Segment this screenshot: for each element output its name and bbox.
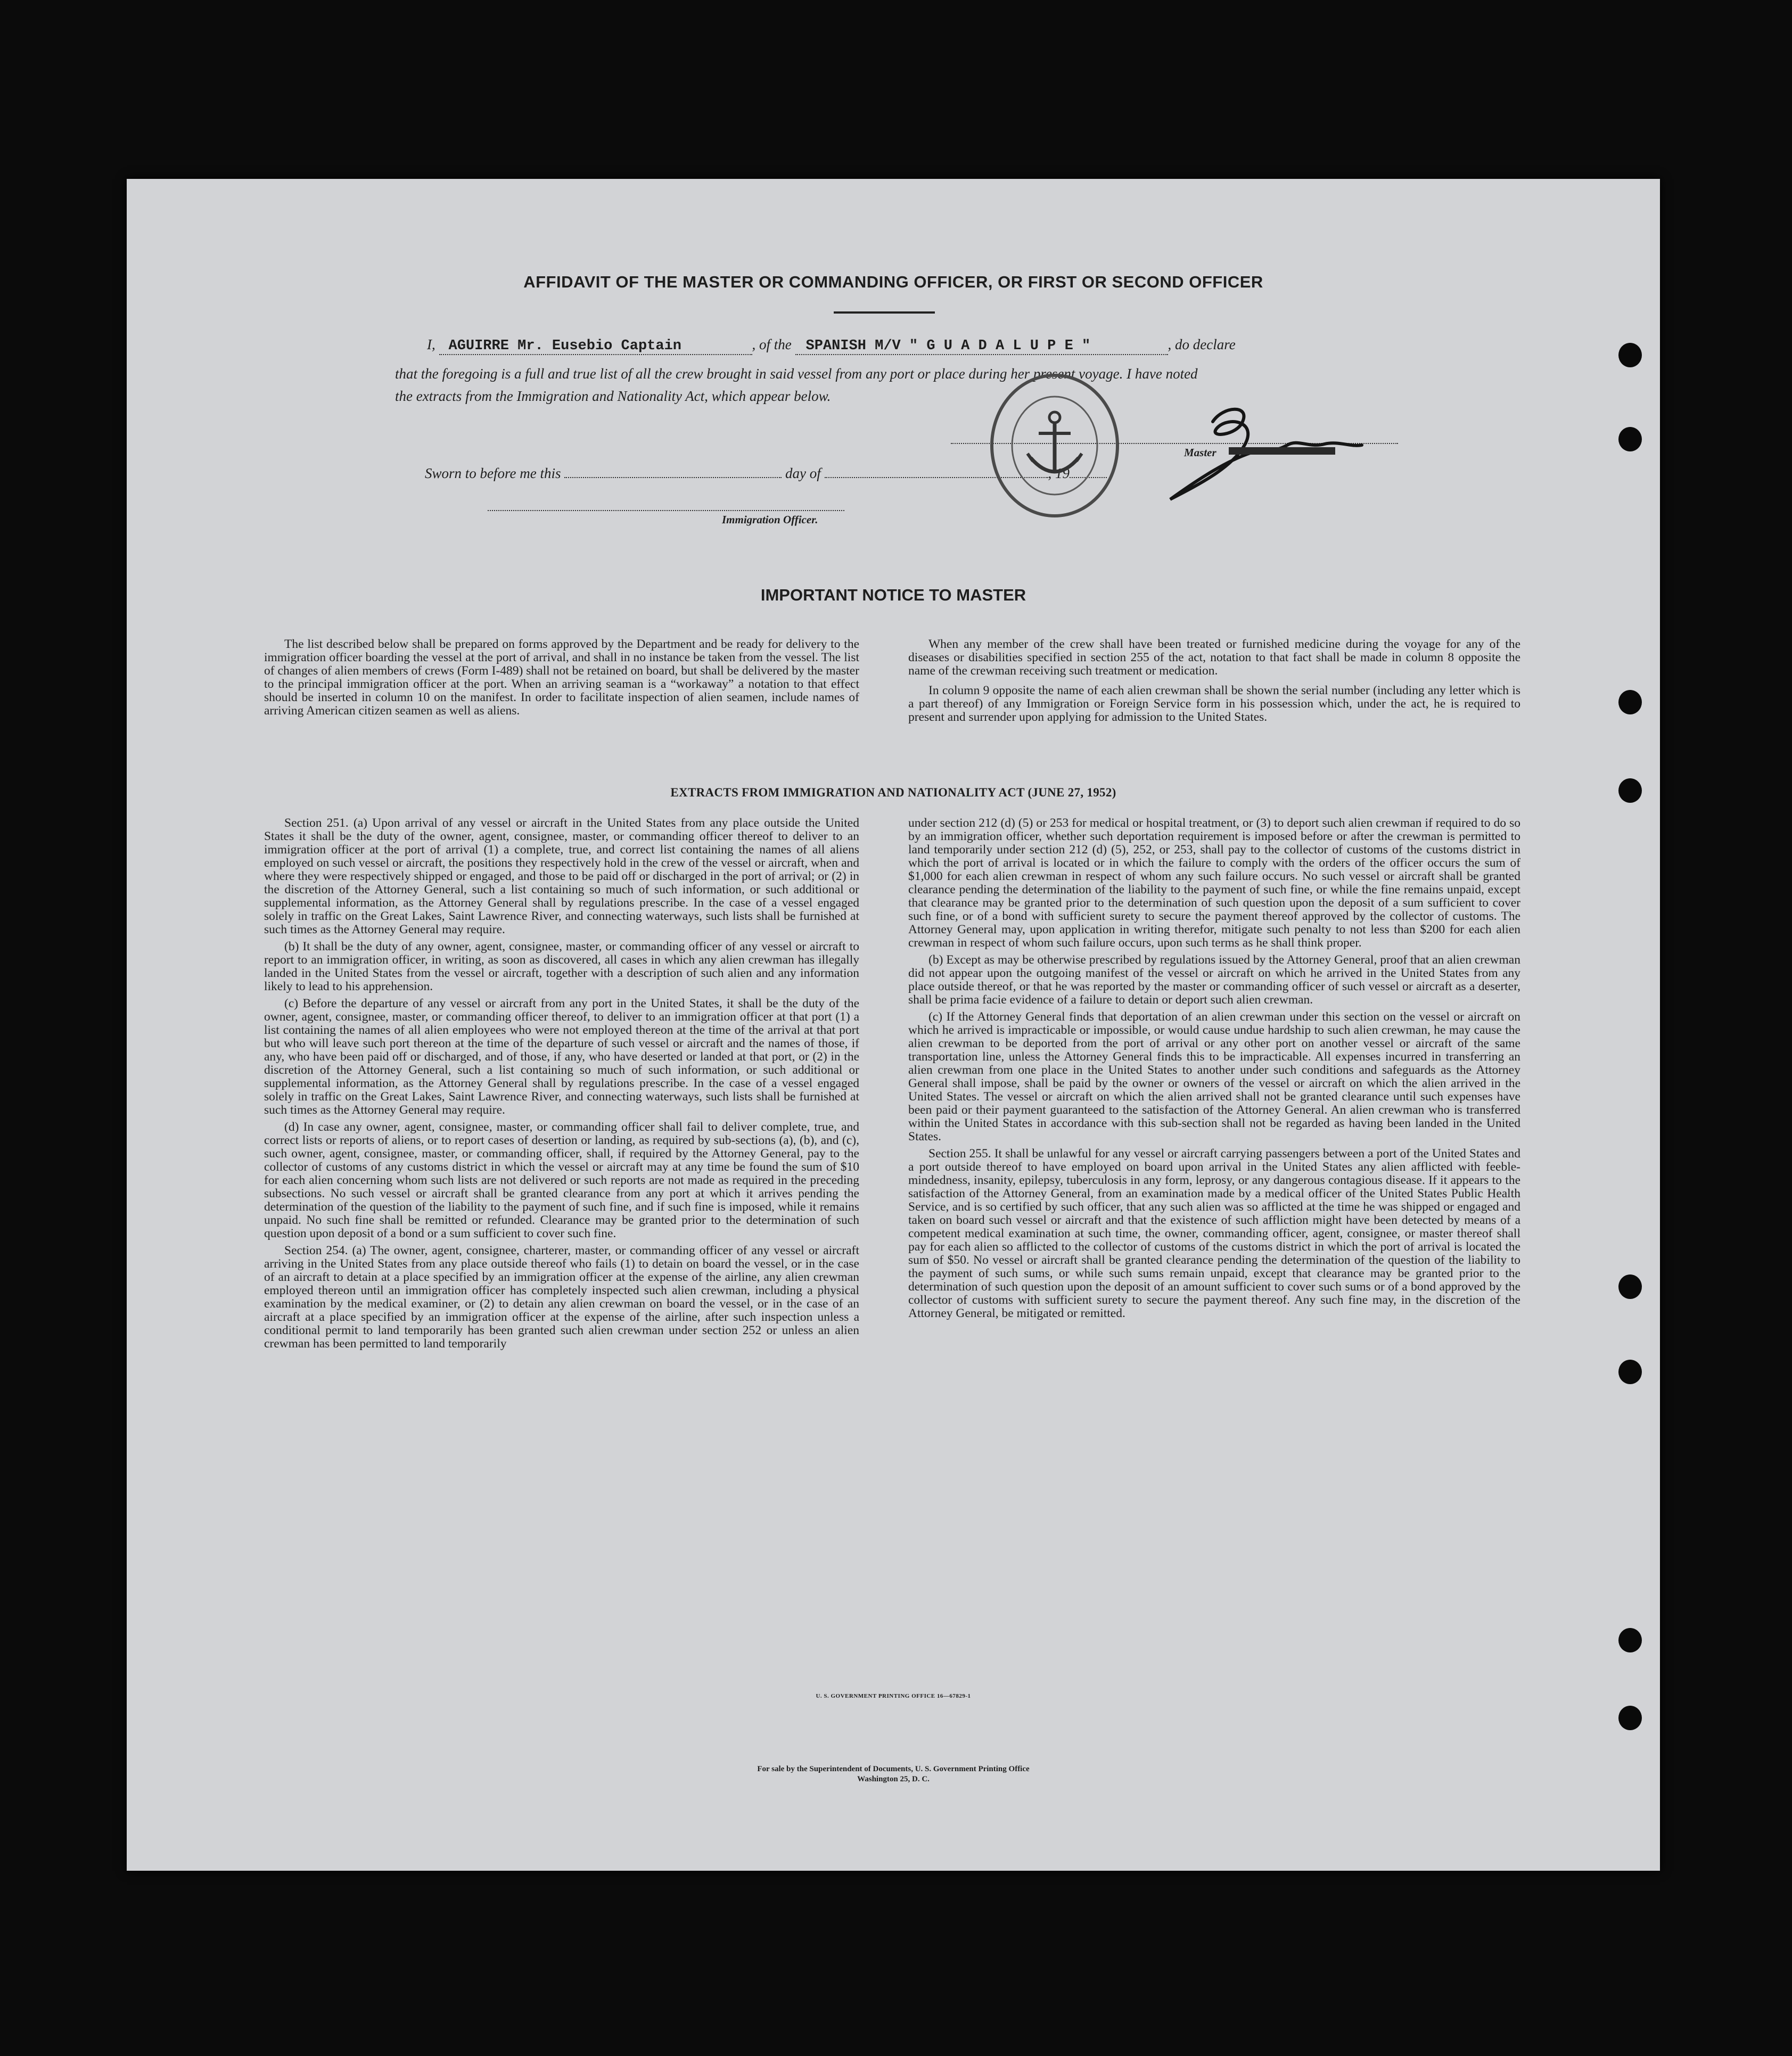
sworn-label: Sworn to before me this bbox=[425, 465, 561, 481]
extract-paragraph: (d) In case any owner, agent, consignee, master, or commanding officer shall fail to deliver complete, true, and correct lists or reports of aliens, or to report cases of desertion or landing, as required by sub-sections (a), (b), and (c), such owner, agent, consignee, master, or commanding officer, shall, if required by the Attorney General, pay to the collector of customs of any customs district in which the vessel or aircraft may at any time be found the sum of $10 for each alien concerning whom such lists are not delivered or such reports are not made as required in the preceding subsections. No such vessel or aircraft shall be granted clearance from any port at which it arrives pending the determination of the question of the liability to the payment of such fine, and if such fine is imposed, while it remains unpaid. No such fine shall be remitted or refunded. Clearance may be granted prior to the determination of such question upon deposit of a bond or a sum sufficient to cover such fine. bbox=[264, 1120, 859, 1240]
sale-notice-line-2: Washington 25, D. C. bbox=[857, 1775, 930, 1783]
punch-hole bbox=[1618, 427, 1642, 451]
document-page bbox=[127, 179, 1660, 1871]
punch-hole bbox=[1618, 690, 1642, 714]
punch-hole bbox=[1618, 1360, 1642, 1384]
notice-left-column bbox=[264, 638, 859, 718]
company-stamp bbox=[983, 368, 1127, 523]
extract-paragraph: Section 254. (a) The owner, agent, consignee, charterer, master, or commanding officer of any vessel or aircraft arriving in the United States from any place outside thereof who fails (1) to detain on board the vessel, or in the case of an aircraft to detain at a place specified by an immigration officer at the expense of the airline, any alien crewman employed thereon until an immigration officer has completely inspected such alien crewman, including a physical examination by the medical examiner, or (2) to detain any alien crewman on board the vessel, or in the case of an aircraft at a place specified by an immigration officer at the expense of the airline, after such inspection unless a conditional permit to land temporarily has been granted such alien crewman under section 252 or unless an alien crewman has been permitted to land temporarily bbox=[264, 1244, 859, 1351]
punch-hole bbox=[1618, 1628, 1642, 1652]
master-name-field: AGUIRRE Mr. Eusebio Captain bbox=[448, 338, 681, 354]
extracts-heading: EXTRACTS FROM IMMIGRATION AND NATIONALITY ACT (JUNE 27, 1952) bbox=[670, 786, 1116, 799]
notice-left-paragraph: The list described below shall be prepared on forms approved by the Department and be ready for delivery to the immigration officer boarding the vessel at the port of arrival, and shall in no instance be taken from the vessel. The list of changes of alien members of crews (Form I-489) shall not be retained on board, but shall be delivered by the master to the principal immigration officer at the port. When an arriving seaman is a “workaway” a notation to that effect should be inserted in column 10 on the manifest. In order to facilitate inspection of alien seamen, include names of arriving American citizen seamen as well as aliens. bbox=[264, 637, 859, 718]
notice-right-paragraph-2: In column 9 opposite the name of each alien crewman shall be shown the serial number (including any letter which is a part thereof) of any Immigration or Foreign Service form in his possession which, under the act, he is required to present and surrender upon applying for admission to the United States. bbox=[908, 684, 1520, 724]
officer-signature-line bbox=[488, 510, 844, 511]
immigration-officer-label: Immigration Officer. bbox=[722, 513, 818, 526]
punch-hole bbox=[1618, 343, 1642, 367]
declaration-line-3: the extracts from the Immigration and Nationality Act, which appear below. bbox=[395, 388, 831, 404]
of-the-text: , of the bbox=[752, 336, 792, 352]
extracts-right-column bbox=[908, 817, 1520, 1324]
master-label: Master bbox=[1184, 446, 1216, 459]
extract-paragraph: under section 212 (d) (5) or 253 for medical or hospital treatment, or (3) to deport such alien crewman if required to do so by an immigration officer, whether such deportation requirement is imposed before or after the crewman is permitted to land temporarily under section 212 (d) (5), 252, or 253, shall pay to the collector of customs of the customs district in which the port of arrival is located or in which the failure to comply with the orders of the officer occurs the sum of $1,000 for each alien crewman in respect of whom any such failure occurs. No such vessel or aircraft shall be granted clearance pending the determination of the liability to the payment of such fine, or while the fine remains unpaid, except that clearance may be granted prior to the determination of such question upon the deposit of a sum sufficient to cover such fine, or of a bond with sufficient surety to secure the payment thereof approved by the collector of customs. The Attorney General may, upon application in writing therefor, mitigate such penalty to not less than $200 for each alien crewman in respect of whom such failure occurs, upon such terms as he shall think proper. bbox=[908, 816, 1520, 950]
extract-paragraph: (c) Before the departure of any vessel or aircraft from any port in the United States, it shall be the duty of the owner, agent, consignee, master, or commanding officer thereof, to deliver to an immigration officer at that port (1) a list containing the names of all alien employees who were not employed thereon at the time of the arrival at that port but who will leave such port thereon at the time of the departure of such vessel or aircraft and the names of those, if any, who have been paid off or discharged, and of those, if any, who have deserted or landed at that port, or (2) in the discretion of the Attorney General, such a list containing so much of such information, or such additional or supplemental information, as the Attorney General shall by regulations prescribe. In the case of a vessel engaged solely in traffic on the Great Lakes, Saint Lawrence River, and connecting waterways, such lists shall be furnished at such times as the Attorney General may require. bbox=[264, 997, 859, 1117]
master-signature bbox=[1149, 400, 1372, 505]
punch-hole bbox=[1618, 1274, 1642, 1299]
notice-right-column bbox=[908, 638, 1520, 724]
sale-notice bbox=[127, 1764, 1660, 1784]
extracts-left-column bbox=[264, 817, 859, 1354]
extract-paragraph: (b) Except as may be otherwise prescribed by regulations issued by the Attorney General, proof that an alien crewman did not appear upon the outgoing manifest of the vessel or aircraft on which he arrived in the United States from any place outside thereof, or that he was reported by the master or commanding officer of such vessel or aircraft as a deserter, shall be prima facie evidence of a failure to detain or deport such alien crewman. bbox=[908, 953, 1520, 1007]
notice-right-paragraph-1: When any member of the crew shall have been treated or furnished medicine during the voyage for any of the diseases or disabilities specified in section 255 of the act, notation to that fact shall be made in column 8 opposite the name of the crewman receiving such treatment or medication. bbox=[908, 637, 1520, 678]
sale-notice-line-1: For sale by the Superintendent of Documents, U. S. Government Printing Office bbox=[757, 1765, 1030, 1773]
punch-hole bbox=[1618, 778, 1642, 803]
declaration-line-2: that the foregoing is a full and true list of all the crew brought in said vessel from any port or place during her present voyage. I have noted bbox=[395, 366, 1198, 382]
extract-paragraph: Section 255. It shall be unlawful for any vessel or aircraft carrying passengers between a port of the United States and a port outside thereof to have employed on board upon arrival in the United States any alien afflicted with feeble-mindedness, insanity, epilepsy, tuberculosis in any form, leprosy, or any dangerous contagious disease. If it appears to the satisfaction of the Attorney General, from an examination made by a medical officer of the United States Public Health Service, and is so certified by such officer, that any such alien was so afflicted at the time he was shipped or engaged and taken on board such vessel or aircraft and that the existence of such affliction might have been detected by means of a competent medical examination at such time, the owner, commanding officer, agent, consignee, or master thereof shall pay for each alien so afflicted to the collector of customs of the customs district in which the port of arrival is located the sum of $50. No vessel or aircraft shall be granted clearance pending the determination of the question of the liability to the payment of such sums, or while such sums remain unpaid, except that clearance may be granted prior to the determination of such question upon the deposit of an amount sufficient to cover such sums or of a bond approved by the collector of customs with sufficient surety to secure the payment thereof. Any such fine may, in the discretion of the Attorney General, be mitigated or remitted. bbox=[908, 1147, 1520, 1320]
extract-paragraph: Section 251. (a) Upon arrival of any vessel or aircraft in the United States from any place outside the United States it shall be the duty of the owner, agent, consignee, master, or commanding officer thereof to deliver to an immigration officer at the port of arrival (1) a complete, true, and correct list containing the names of all aliens employed on such vessel or aircraft, the positions they respectively hold in the crew of the vessel or aircraft, when and where they were respectively shipped or engaged, and those to be paid off or discharged in the port of arrival; or (2) in the discretion of the Attorney General, such a list containing so much of such information, or such additional or supplemental information, as the Attorney General shall by regulations prescribe. In the case of a vessel engaged solely in traffic on the Great Lakes, Saint Lawrence River, and connecting waterways, such lists shall be furnished at such times as the Attorney General may require. bbox=[264, 816, 859, 936]
printing-office-line: U. S. GOVERNMENT PRINTING OFFICE 16—67829-1 bbox=[816, 1693, 971, 1699]
declaration-line-1 bbox=[427, 336, 1572, 355]
year-label: , 19 bbox=[1048, 465, 1070, 481]
affidavit-title: AFFIDAVIT OF THE MASTER OR COMMANDING OFFICER, OR FIRST OR SECOND OFFICER bbox=[523, 273, 1263, 291]
vessel-name-field: SPANISH M/V " G U A D A L U P E " bbox=[805, 338, 1091, 354]
extract-paragraph: (c) If the Attorney General finds that deportation of an alien crewman under this section on the vessel or aircraft on which he arrived is impracticable or impossible, or would cause undue hardship to such alien crewman, he may cause the alien crewman to be deported from the port of arrival or any other port on another vessel or aircraft of the same transportation line, unless the Attorney General finds this to be impracticable. All expenses incurred in transferring an alien crewman from one place in the United States to another under such conditions and safeguards as the Attorney General shall impose, shall be paid by the owner or owners of the vessel or aircraft on which the alien arrived in the United States. The vessel or aircraft on which the alien arrived shall not be granted clearance until such expenses have been paid or their payment guaranteed to the satisfaction of the Attorney General. An alien crewman who is transferred within the United States in accordance with this sub-section shall not be regarded as having been landed in the United States. bbox=[908, 1010, 1520, 1144]
declare-text: , do declare bbox=[1168, 336, 1236, 352]
title-rule bbox=[834, 311, 935, 314]
notice-heading: IMPORTANT NOTICE TO MASTER bbox=[760, 586, 1026, 604]
extract-paragraph: (b) It shall be the duty of any owner, agent, consignee, master, or commanding officer of any vessel or aircraft to report to an immigration officer, in writing, as soon as discovered, all cases in which any alien crewman has illegally landed in the United States from the vessel or aircraft, together with a description of such alien and any information likely to lead to his apprehension. bbox=[264, 940, 859, 993]
day-of-label: day of bbox=[785, 465, 821, 481]
punch-hole bbox=[1618, 1706, 1642, 1730]
pre-name-text: I, bbox=[427, 336, 435, 352]
